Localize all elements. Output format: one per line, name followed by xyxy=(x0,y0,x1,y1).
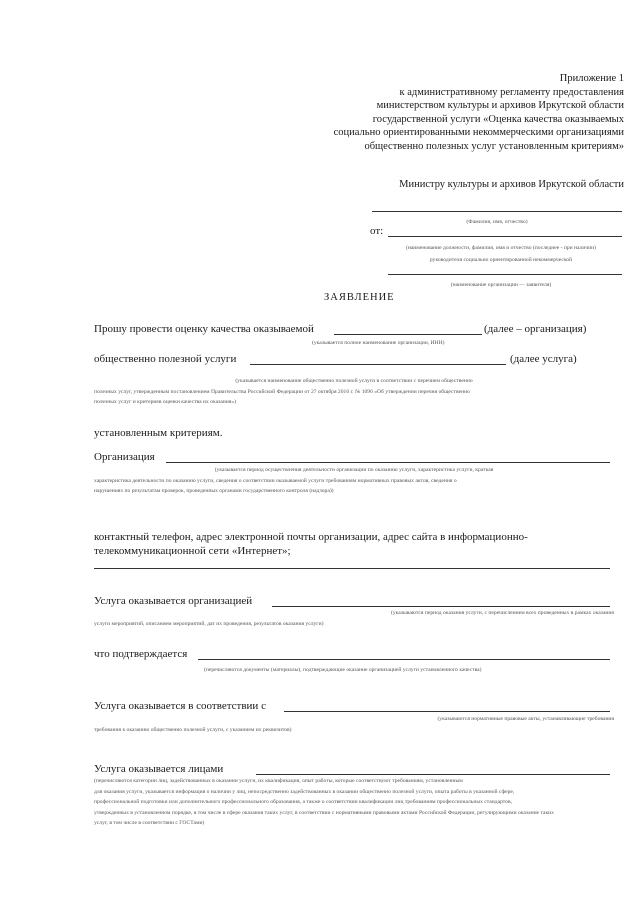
persons-note-line: для оказания услуги, указывается информация о наличии у лиц, непосредственно задействованных в оказании общественно полезной услуги, опыта работы в указанной сфере, xyxy=(94,788,515,795)
persons-note-line: (перечисляются категории лиц, задействованных в оказании услуги, их квалификация, опыт работы, которые соответствуют требованиям, установленным xyxy=(94,778,463,784)
request-note-2-line: (указывается наименование общественно полезной услуги в соответствии с перечнем общественно xyxy=(235,378,473,384)
from-label: от: xyxy=(370,225,384,237)
from-note-1: (наименование должности, фамилия, имя и отчество (последнее - при наличии) xyxy=(405,245,597,251)
persons-note-line: профессиональной подготовки или дополнительного профессионального образования, а также о соответствии квалификации лиц требованиям профессиональных стандартов, xyxy=(94,799,513,805)
compliance-note-line: (указываются нормативные правовые акты, устанавливающие требования xyxy=(437,716,614,722)
document-title: ЗАЯВЛЕНИЕ xyxy=(324,292,395,303)
request-line-1-end: (далее – организация) xyxy=(484,323,587,335)
persons-note-line: утвержденных в установленном порядке, в том числе в сфере оказания таких услуг, в соответствии с нормативными правовыми актами Российской Федерации, регулирующими оказание таких xyxy=(94,809,554,816)
organization-fill xyxy=(166,462,610,463)
header-line: к административному регламенту предоставления xyxy=(399,86,624,98)
compliance-note xyxy=(94,714,614,735)
service-by-org-note-line: (указываются период оказания услуги, с перечислением всех проведенных в рамках оказания xyxy=(391,610,614,616)
contacts-line-2: телекоммуникационной сети «Интернет»; xyxy=(94,545,291,557)
confirmed-note: (перечисляются документы (материалы), подтверждающие оказание организацией услуги установленного качества) xyxy=(204,667,482,673)
request-line-2-end: (далее услуга) xyxy=(510,353,577,365)
service-by-org-fill xyxy=(272,606,610,607)
contacts-fill xyxy=(94,568,610,569)
addressee-minister: Министру культуры и архивов Иркутской области xyxy=(399,179,624,190)
criteria-line: установленным критериям. xyxy=(94,427,223,439)
from-note-2: руководителя социально ориентированной некоммерческой xyxy=(429,257,573,263)
appendix-header xyxy=(264,72,624,154)
from-note-3: (наименование организации — заявителя) xyxy=(450,282,552,288)
service-by-org-note-line: услуги мероприятий, описанием мероприятий, дат их проведения, результатов оказания услуги) xyxy=(94,620,324,627)
confirmed-fill xyxy=(198,659,610,660)
compliance-note-line: требования к оказанию общественно полезной услуги, с указанием их реквизитов) xyxy=(94,726,292,733)
compliance-fill xyxy=(284,711,610,712)
header-line: министерством культуры и архивов Иркутской области xyxy=(376,100,624,112)
organization-note xyxy=(94,465,614,497)
persons-fill xyxy=(256,774,610,775)
request-fill-2 xyxy=(250,364,506,365)
persons-note xyxy=(94,776,614,829)
request-line-2: общественно полезной услуги xyxy=(94,353,237,365)
fio-line xyxy=(372,211,622,212)
confirmed-label: что подтверждается xyxy=(94,648,188,660)
request-fill-1 xyxy=(334,334,482,335)
header-line: общественно полезных услуг установленным критериям» xyxy=(364,140,624,152)
organization-note-line: характеристика деятельности по оказанию услуги, сведения о соответствии оказываемой услуги требованиям нормативных правовых актов, сведения о xyxy=(94,477,457,484)
persons-note-line: услуг, в том числе в соответствии с ГОСТами) xyxy=(94,820,205,826)
request-line-1: Прошу провести оценку качества оказываемой xyxy=(94,323,314,335)
persons-label: Услуга оказывается лицами xyxy=(94,763,224,775)
request-note-2-line: полезных услуг и критериев оценки качества их оказания») xyxy=(94,399,237,405)
service-by-org-label: Услуга оказывается организацией xyxy=(94,595,253,607)
from-line xyxy=(388,236,622,237)
organization-note-line: нарушениях по результатам проверок, проведенных органами государственного контроля (надзора)) xyxy=(94,488,334,494)
request-note-2-line: полезных услуг, утвержденным постановлением Правительства Российской Федерации от 27 октября 2016 г. № 1096 «Об утверждении перечня общественно xyxy=(94,388,470,395)
request-note-1: (указывается полное наименование организации, ИНН) xyxy=(312,340,445,346)
org-line xyxy=(388,274,622,275)
fio-note: (Фамилия, имя, отчество) xyxy=(466,219,528,225)
header-line: Приложение 1 xyxy=(559,73,624,84)
service-by-org-note xyxy=(94,608,614,629)
organization-label: Организация xyxy=(94,451,155,463)
header-line: государственной услуги «Оценка качества оказываемых xyxy=(372,113,624,125)
contacts-line-1: контактный телефон, адрес электронной почты организации, адрес сайта в информационно- xyxy=(94,531,528,543)
compliance-label: Услуга оказывается в соответствии с xyxy=(94,700,266,712)
request-note-2 xyxy=(94,376,614,408)
header-line: социально ориентированными некоммерческими организациями xyxy=(333,127,624,139)
organization-note-line: (указывается период осуществления деятельности организации по оказанию услуги, характеристика услуги, краткая xyxy=(214,467,494,473)
